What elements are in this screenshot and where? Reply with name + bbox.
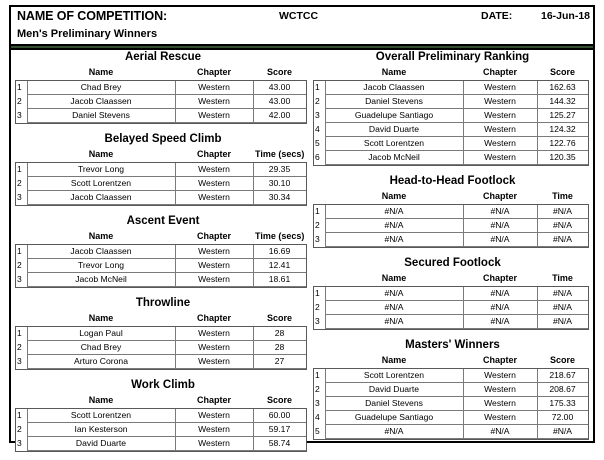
- results-table: [16, 394, 307, 451]
- table-row: [16, 341, 306, 355]
- name-cell: David Duarte: [325, 123, 463, 137]
- results-table: [314, 354, 589, 439]
- name-cell: Trevor Long: [27, 163, 175, 177]
- name-cell: Jacob Claassen: [27, 245, 175, 259]
- table-row: [16, 355, 306, 369]
- column-header: Chapter: [175, 148, 253, 163]
- value-cell: 43.00: [253, 81, 306, 95]
- name-cell: #N/A: [325, 205, 463, 219]
- column-header: Name: [27, 230, 175, 245]
- value-cell: #N/A: [537, 287, 588, 301]
- rank-column-header: [314, 354, 325, 369]
- column-header: Score: [253, 394, 306, 409]
- report-subtitle: Men's Preliminary Winners: [17, 28, 158, 40]
- name-cell: David Duarte: [27, 437, 175, 451]
- column-header: Time: [537, 190, 588, 205]
- name-cell: Chad Brey: [27, 81, 175, 95]
- table-row: [314, 219, 588, 233]
- name-cell: Daniel Stevens: [27, 109, 175, 123]
- table-header-row: [16, 66, 306, 81]
- name-cell: Scott Lorentzen: [27, 409, 175, 423]
- value-cell: 208.67: [537, 383, 588, 397]
- value-cell: 60.00: [253, 409, 306, 423]
- chapter-cell: Western: [463, 411, 537, 425]
- results-section: [314, 338, 591, 439]
- value-cell: 28: [253, 341, 306, 355]
- rank-cell: 3: [16, 109, 27, 123]
- section-title: Secured Footlock: [404, 257, 501, 269]
- rank-cell: 1: [16, 245, 27, 259]
- name-cell: #N/A: [325, 301, 463, 315]
- competition-label: NAME OF COMPETITION:: [17, 9, 168, 23]
- rank-cell: 2: [16, 259, 27, 273]
- table-row: [314, 315, 588, 329]
- column-header: Name: [325, 66, 463, 81]
- table-row: [314, 151, 588, 165]
- rank-cell: 1: [16, 81, 27, 95]
- section-title: Aerial Rescue: [124, 51, 202, 63]
- results-table: [16, 230, 307, 287]
- right-column: [314, 50, 591, 448]
- rank-cell: 5: [314, 425, 325, 439]
- section-title: Overall Preliminary Ranking: [375, 51, 530, 63]
- column-header: Name: [27, 148, 175, 163]
- table-row: [314, 301, 588, 315]
- rank-cell: 1: [314, 369, 325, 383]
- table-row: [16, 95, 306, 109]
- value-cell: 144.32: [537, 95, 588, 109]
- column-header: Chapter: [175, 230, 253, 245]
- name-cell: Trevor Long: [27, 259, 175, 273]
- table-header-row: [16, 394, 306, 409]
- report-body: [11, 50, 593, 448]
- section-title: Work Climb: [131, 379, 195, 391]
- column-header: Chapter: [463, 66, 537, 81]
- name-cell: Daniel Stevens: [325, 397, 463, 411]
- rank-cell: 3: [314, 397, 325, 411]
- chapter-cell: #N/A: [463, 219, 537, 233]
- section-title: Masters' Winners: [405, 339, 500, 351]
- table-row: [314, 287, 588, 301]
- results-table: [16, 148, 307, 205]
- value-cell: 12.41: [253, 259, 306, 273]
- name-cell: #N/A: [325, 219, 463, 233]
- rank-cell: 4: [314, 411, 325, 425]
- results-table: [16, 66, 307, 123]
- column-header: Score: [537, 354, 588, 369]
- rank-cell: 2: [314, 383, 325, 397]
- chapter-cell: Western: [175, 437, 253, 451]
- name-cell: Guadelupe Santiago: [325, 109, 463, 123]
- chapter-cell: Western: [175, 177, 253, 191]
- rank-column-header: [16, 312, 27, 327]
- chapter-cell: Western: [175, 259, 253, 273]
- value-cell: 58.74: [253, 437, 306, 451]
- column-header: Name: [27, 394, 175, 409]
- table-row: [16, 177, 306, 191]
- report-frame: [9, 5, 595, 448]
- column-header: Time (secs): [253, 148, 306, 163]
- table-row: [16, 259, 306, 273]
- header-top-row: [11, 7, 593, 26]
- results-table: [314, 66, 589, 165]
- table-row: [314, 411, 588, 425]
- name-cell: #N/A: [325, 425, 463, 439]
- chapter-cell: #N/A: [463, 287, 537, 301]
- table-header-row: [314, 272, 588, 287]
- value-cell: 28: [253, 327, 306, 341]
- column-header: Chapter: [463, 354, 537, 369]
- table-row: [314, 109, 588, 123]
- name-cell: Guadelupe Santiago: [325, 411, 463, 425]
- rank-cell: 2: [314, 219, 325, 233]
- chapter-cell: Western: [463, 123, 537, 137]
- results-section: [16, 214, 310, 287]
- table-row: [314, 397, 588, 411]
- date-value: 16-Jun-18: [541, 10, 591, 22]
- chapter-cell: Western: [175, 163, 253, 177]
- results-section: [314, 256, 591, 329]
- name-cell: Chad Brey: [27, 341, 175, 355]
- value-cell: 162.63: [537, 81, 588, 95]
- value-cell: #N/A: [537, 219, 588, 233]
- value-cell: 29.35: [253, 163, 306, 177]
- rank-column-header: [16, 394, 27, 409]
- value-cell: #N/A: [537, 233, 588, 247]
- table-row: [16, 109, 306, 123]
- table-row: [16, 163, 306, 177]
- chapter-cell: Western: [175, 81, 253, 95]
- name-cell: Jacob McNeil: [27, 273, 175, 287]
- value-cell: 18.61: [253, 273, 306, 287]
- results-table: [314, 190, 589, 247]
- results-section: [16, 50, 310, 123]
- column-header: Chapter: [463, 272, 537, 287]
- value-cell: 43.00: [253, 95, 306, 109]
- rank-cell: 1: [16, 163, 27, 177]
- value-cell: #N/A: [537, 425, 588, 439]
- rank-cell: 2: [16, 95, 27, 109]
- results-section: [16, 378, 310, 451]
- rank-column-header: [16, 230, 27, 245]
- rank-cell: 5: [314, 137, 325, 151]
- table-row: [314, 81, 588, 95]
- column-header: Chapter: [175, 66, 253, 81]
- column-header: Time (secs): [253, 230, 306, 245]
- results-section: [314, 50, 591, 165]
- chapter-cell: Western: [463, 95, 537, 109]
- name-cell: Jacob Claassen: [27, 95, 175, 109]
- value-cell: 124.32: [537, 123, 588, 137]
- chapter-cell: #N/A: [463, 233, 537, 247]
- results-section: [314, 174, 591, 247]
- chapter-cell: Western: [463, 81, 537, 95]
- rank-cell: 6: [314, 151, 325, 165]
- name-cell: Daniel Stevens: [325, 95, 463, 109]
- results-table: [16, 312, 307, 369]
- section-title: Ascent Event: [126, 215, 200, 227]
- name-cell: Logan Paul: [27, 327, 175, 341]
- column-header: Name: [325, 190, 463, 205]
- value-cell: 218.67: [537, 369, 588, 383]
- chapter-cell: Western: [175, 409, 253, 423]
- column-header: Name: [27, 66, 175, 81]
- chapter-cell: #N/A: [463, 205, 537, 219]
- table-row: [314, 137, 588, 151]
- report-header: [11, 7, 593, 44]
- rank-column-header: [314, 66, 325, 81]
- name-cell: David Duarte: [325, 383, 463, 397]
- rank-cell: 2: [16, 177, 27, 191]
- section-title: Belayed Speed Climb: [104, 133, 222, 145]
- rank-cell: 2: [314, 301, 325, 315]
- table-row: [314, 205, 588, 219]
- chapter-cell: Western: [463, 151, 537, 165]
- chapter-cell: Western: [175, 109, 253, 123]
- column-header: Name: [27, 312, 175, 327]
- table-row: [16, 437, 306, 451]
- column-header: Score: [253, 312, 306, 327]
- competition-name-value: WCTCC: [279, 10, 319, 22]
- value-cell: #N/A: [537, 205, 588, 219]
- column-header: Name: [325, 354, 463, 369]
- rank-cell: 2: [16, 341, 27, 355]
- chapter-cell: Western: [463, 369, 537, 383]
- rank-cell: 3: [314, 109, 325, 123]
- chapter-cell: Western: [175, 355, 253, 369]
- rank-column-header: [314, 272, 325, 287]
- chapter-cell: Western: [175, 95, 253, 109]
- column-header: Name: [325, 272, 463, 287]
- column-header: Time: [537, 272, 588, 287]
- chapter-cell: #N/A: [463, 301, 537, 315]
- table-row: [16, 409, 306, 423]
- value-cell: 30.34: [253, 191, 306, 205]
- chapter-cell: Western: [463, 383, 537, 397]
- name-cell: Arturo Corona: [27, 355, 175, 369]
- rank-column-header: [16, 66, 27, 81]
- rank-cell: 1: [314, 205, 325, 219]
- name-cell: #N/A: [325, 315, 463, 329]
- rank-cell: 1: [16, 327, 27, 341]
- table-header-row: [314, 190, 588, 205]
- rank-cell: 1: [314, 81, 325, 95]
- value-cell: 59.17: [253, 423, 306, 437]
- table-header-row: [314, 66, 588, 81]
- table-row: [16, 81, 306, 95]
- column-header: Chapter: [175, 394, 253, 409]
- section-title: Throwline: [135, 297, 191, 309]
- table-header-row: [16, 230, 306, 245]
- value-cell: 27: [253, 355, 306, 369]
- name-cell: Ian Kesterson: [27, 423, 175, 437]
- rank-cell: 3: [16, 191, 27, 205]
- name-cell: Jacob McNeil: [325, 151, 463, 165]
- rank-cell: 3: [314, 315, 325, 329]
- name-cell: Jacob Claassen: [325, 81, 463, 95]
- chapter-cell: #N/A: [463, 315, 537, 329]
- column-header: Score: [537, 66, 588, 81]
- table-row: [314, 383, 588, 397]
- value-cell: #N/A: [537, 301, 588, 315]
- rank-cell: 3: [16, 273, 27, 287]
- rank-cell: 3: [314, 233, 325, 247]
- column-header: Chapter: [463, 190, 537, 205]
- date-label: DATE:: [481, 10, 513, 22]
- table-row: [16, 191, 306, 205]
- table-row: [16, 273, 306, 287]
- table-row: [314, 123, 588, 137]
- chapter-cell: #N/A: [463, 425, 537, 439]
- table-row: [314, 369, 588, 383]
- chapter-cell: Western: [175, 191, 253, 205]
- rank-cell: 2: [314, 95, 325, 109]
- chapter-cell: Western: [463, 397, 537, 411]
- name-cell: Jacob Claassen: [27, 191, 175, 205]
- chapter-cell: Western: [175, 341, 253, 355]
- column-header: Score: [253, 66, 306, 81]
- value-cell: 42.00: [253, 109, 306, 123]
- name-cell: Scott Lorentzen: [27, 177, 175, 191]
- results-section: [16, 296, 310, 369]
- value-cell: 175.33: [537, 397, 588, 411]
- table-header-row: [16, 148, 306, 163]
- rank-cell: 3: [16, 355, 27, 369]
- value-cell: 16.69: [253, 245, 306, 259]
- chapter-cell: Western: [175, 423, 253, 437]
- value-cell: 30.10: [253, 177, 306, 191]
- chapter-cell: Western: [175, 245, 253, 259]
- table-row: [16, 327, 306, 341]
- table-row: [16, 245, 306, 259]
- name-cell: #N/A: [325, 233, 463, 247]
- table-row: [16, 423, 306, 437]
- chapter-cell: Western: [175, 327, 253, 341]
- value-cell: 122.76: [537, 137, 588, 151]
- rank-cell: 1: [16, 409, 27, 423]
- table-row: [314, 425, 588, 439]
- value-cell: 125.27: [537, 109, 588, 123]
- rank-cell: 4: [314, 123, 325, 137]
- name-cell: Scott Lorentzen: [325, 137, 463, 151]
- table-row: [314, 233, 588, 247]
- name-cell: Scott Lorentzen: [325, 369, 463, 383]
- chapter-cell: Western: [175, 273, 253, 287]
- section-title: Head-to-Head Footlock: [389, 175, 516, 187]
- results-table: [314, 272, 589, 329]
- chapter-cell: Western: [463, 137, 537, 151]
- table-row: [314, 95, 588, 109]
- rank-cell: 2: [16, 423, 27, 437]
- results-section: [16, 132, 310, 205]
- rank-column-header: [16, 148, 27, 163]
- column-header: Chapter: [175, 312, 253, 327]
- table-header-row: [16, 312, 306, 327]
- value-cell: 120.35: [537, 151, 588, 165]
- rank-cell: 1: [314, 287, 325, 301]
- table-header-row: [314, 354, 588, 369]
- value-cell: #N/A: [537, 315, 588, 329]
- name-cell: #N/A: [325, 287, 463, 301]
- left-column: [16, 50, 310, 460]
- rank-cell: 3: [16, 437, 27, 451]
- chapter-cell: Western: [463, 109, 537, 123]
- value-cell: 72.00: [537, 411, 588, 425]
- rank-column-header: [314, 190, 325, 205]
